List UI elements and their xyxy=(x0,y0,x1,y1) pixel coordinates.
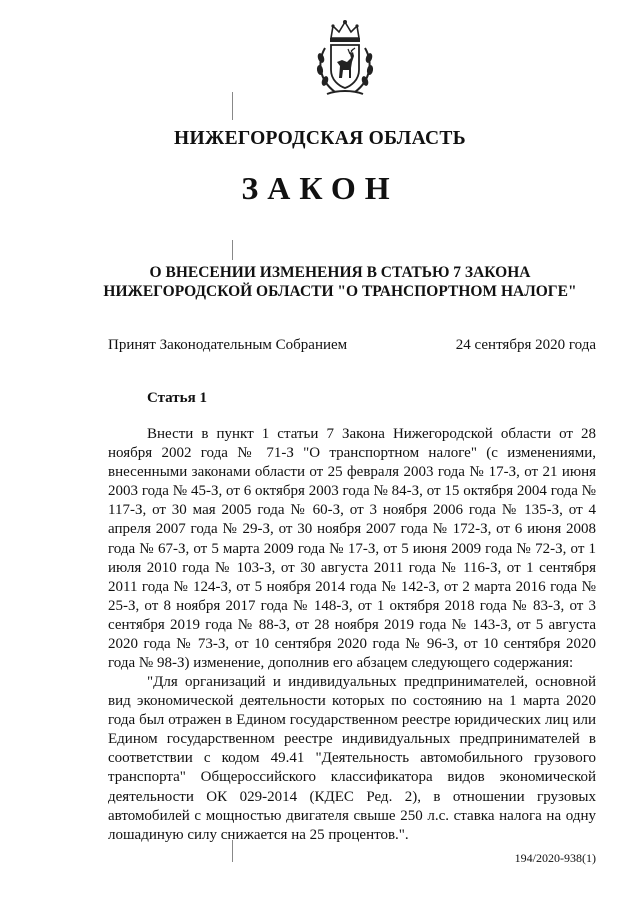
adopted-by: Принят Законодательным Собранием xyxy=(108,337,348,353)
adoption-date: 24 сентября 2020 года xyxy=(455,337,596,353)
region-name: НИЖЕГОРОДСКАЯ ОБЛАСТЬ xyxy=(174,128,466,149)
article-quote-paragraph: "Для организаций и индивидуальных предпринимателей, основной вид экономической деятельности которых по состоянию на 1 марта 2020 года был отражен в Едином государственном реестре юридических лиц или Едином государственном реестре индивидуальных предпринимателей в соответствии с кодом 49.41 "Деятельность автомобильного грузового транспорта" Общероссийского классификатора видов экономической деятельности ОК 029-2014 (КДЕС Ред. 2), в отношении грузовых автомобилей с мощностью двигателя свыше 250 л.с. ставка налога на одну лошадиную силу снижается на 25 процентов.". xyxy=(108,674,596,843)
coat-of-arms-icon xyxy=(313,18,377,100)
law-title-line: НИЖЕГОРОДСКОЙ ОБЛАСТИ "О ТРАНСПОРТНОМ НАЛОГЕ" xyxy=(103,283,577,300)
document-type: ЗАКОН xyxy=(241,170,399,206)
article-body-paragraph: Внести в пункт 1 статьи 7 Закона Нижегородской области от 28 ноября 2002 года № 71-З "О транспортном налоге" (с изменениями, внесенными законами области от 25 февраля 2003 года № 17-З, от 21 июня 2003 года № 45-З, от 6 октября 2003 года № 84-З, от 15 октября 2004 года № 117-З, от 30 мая 2005 года № 60-З, от 3 ноября 2006 года № 135-З, от 4 апреля 2007 года № 29-З, от 30 ноября 2007 года № 172-З, от 6 июня 2008 года № 67-З, от 5 марта 2009 года № 17-З, от 5 июня 2009 года № 72-З, от 1 июля 2010 года № 103-З, от 30 августа 2011 года № 116-З, от 1 сентября 2011 года № 124-З, от 5 ноября 2014 года № 142-З, от 2 марта 2016 года № 25-З, от 8 ноября 2017 года № 148-З, от 1 октября 2018 года № 83-З, от 3 сентября 2019 года № 88-З, от 28 ноября 2019 года № 143-З, от 5 августа 2020 года № 73-З, от 10 сентября 2020 года № 96-З, от 10 сентября 2020 года № 98-З) изменение, дополнив его абзацем следующего содержания: xyxy=(108,426,596,672)
article-heading: Статья 1 xyxy=(147,390,207,406)
adoption-row xyxy=(108,337,596,354)
scan-margin-mark xyxy=(232,240,233,260)
document-number: 194/2020-938(1) xyxy=(514,851,596,865)
law-title-line: О ВНЕСЕНИИ ИЗМЕНЕНИЯ В СТАТЬЮ 7 ЗАКОНА xyxy=(149,264,531,281)
scan-margin-mark xyxy=(232,92,233,120)
law-title xyxy=(90,263,590,301)
